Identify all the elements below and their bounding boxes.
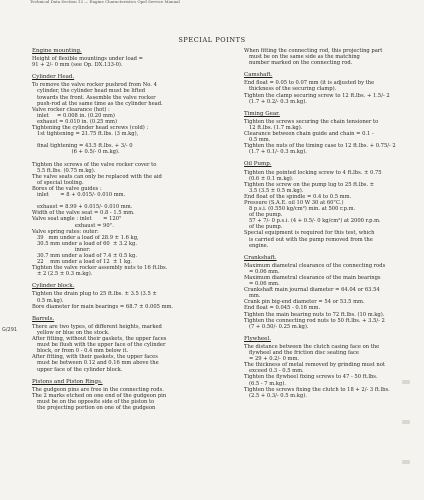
spec-line: 1st tightening = 21.75 ft.lbs. (3 m.kg), [32, 131, 139, 138]
spec-line: Maximum diametral clearance of the connecting rods [244, 262, 386, 269]
spec-line: Tightening the cylinder head screws (cold) : [32, 125, 149, 132]
spec-line: 3.5 (3.5 ± 0.5 m.kg). [244, 187, 304, 194]
spec-line: (7 + 0.50/- 0.25 m.kg). [244, 323, 309, 330]
spec-line: 12 ft.lbs. (1.7 m.kg). [244, 124, 303, 131]
spec-line: exceed 0.3 - 0.5 mm. [244, 368, 304, 375]
spec-line: Tighten the drain plug to 25 ft.lbs. ± 3.5 (3.5 ± [32, 291, 157, 298]
section-heading: Camshaft. [244, 72, 273, 79]
spec-line: the projecting portion on one of the gudgeon [32, 404, 156, 411]
spec-line: towards the front. Assemble the valve rocker [32, 94, 156, 101]
spec-line: Clearance between chain guide and chain = 0.1 - [244, 131, 374, 138]
spec-line: Pressure (S.A.E. oil 10 W 30 at 60°C.) [244, 199, 344, 206]
section-heading: Cylinder block. [32, 283, 75, 290]
spec-line: Tighten the main bearing nuts to 72 ft.lbs. (10 m.kg). [244, 311, 385, 318]
spec-line: must be on the opposite side of the piston to [32, 398, 155, 405]
spec-line: Tighten the pointed locking screw to 4 ft.lbs. ± 0.75 [244, 169, 382, 176]
spec-line: must be between 0.12 and 0.16 mm above the [32, 360, 159, 367]
section-heading: Oil Pump. [244, 161, 272, 168]
spec-line: Valve spring rates: outer: [32, 228, 99, 235]
spec-line: cylinder, the cylinder head must be lifted [32, 88, 146, 95]
spec-line: inlet = 0.008 in. (0.20 mm) [32, 112, 115, 119]
spec-line: The thickness of metal removed by grinding must not [244, 362, 385, 369]
spec-line: of the pump. [244, 224, 283, 231]
spec-line: The 2 marks etched on one end of the gudgeon pin [32, 392, 167, 399]
spec-line: Special equipment is required for this test, which [244, 230, 375, 237]
spec-line: Tighten the screws fixing the clutch to 18 + 2/- 3 ft.lbs. [244, 386, 390, 393]
spec-line: number marked on the connecting rod. [244, 60, 353, 67]
spec-line: inner: [32, 246, 91, 253]
spec-line: Tighten the connecting rod nuts to 50 ft.lbs. + 3.5/- 2 [244, 317, 385, 324]
spec-line: push-rod at the same time as the cylinder head. [32, 100, 163, 107]
spec-line: mm. [244, 293, 261, 300]
spec-line: Maximum diametral clearance of the main bearings [244, 275, 381, 281]
spec-line: When fitting the connecting rod, this projecting part [244, 48, 383, 54]
spec-line: After fitting, without their gaskets, the upper faces [32, 336, 167, 343]
spec-line: engine. [244, 242, 269, 249]
right-column [244, 48, 404, 399]
spec-line: (6.5 - 7 m.kg). [244, 380, 286, 387]
spec-line: exhaust = 90°. [32, 222, 114, 229]
binder-punch-marks [402, 380, 412, 500]
spec-line: Valve seat angle : inlet = 120° [32, 216, 122, 223]
spec-line: There are two types, of different heights, marked [32, 323, 162, 330]
section-heading: Pistons and Piston Rings. [32, 378, 103, 385]
spec-line: End float = 0.05 to 0.07 mm (it is adjusted by the [244, 80, 375, 87]
spec-line: After fitting, with their gaskets, the upper faces [32, 354, 158, 361]
spec-line: 91 + 2/- 0 mm (see Op. DX.133-0). [32, 62, 123, 69]
spec-line: (6 + 0.5/- 0 m.kg). [32, 149, 120, 156]
section-heading: Engine mounting. [32, 48, 82, 54]
spec-line: (1.7 + 0.1/- 0.3 m.kg). [244, 149, 307, 156]
spec-line: 5.5 ft.lbs. (0.75 m.kg). [32, 167, 96, 174]
spec-line: exhaust = 0.010 in. (0.25 mm) [32, 118, 117, 125]
spec-line: 8 p.s.i. (0.550 kg/cm²) min. at 500 r.p.m. [244, 206, 356, 213]
spec-line: Valve rocker clearance (hot) : [32, 106, 110, 113]
spec-line: exhaust = 8.99 + 0.015/- 0.010 mm. [32, 204, 133, 211]
spec-line: Tighten the nuts of the timing case to 12 ft.lbs. + 0.75/- 2 [244, 143, 396, 150]
spec-line: Tighten the screws securing the chain tensioner to [244, 118, 379, 125]
spec-line: block, or from 0 - 0.4 mm below it. [32, 348, 129, 355]
spec-line: (0.6 ± 0.1 m.kg). [244, 175, 294, 182]
spec-line: Tighten the valve rocker assembly nuts to 16 ft.lbs. [32, 265, 168, 272]
spec-line: yellow or blue on the stock. [32, 329, 110, 336]
section-heading: Timing Gear. [244, 110, 280, 117]
spec-line: End float = 0.045 - 0.16 mm. [244, 305, 321, 312]
spec-line: The valve seats can only be replaced with the aid [32, 173, 162, 180]
spec-line: of the pump. [244, 212, 283, 219]
section-heading: Crankshaft. [244, 254, 277, 261]
running-header: Technical Data Section 13 — Engine Characteristics Opel Service Manual [30, 0, 180, 4]
spec-line: Tighten the flywheel fixing screws to 47 - 50 ft.lbs. [244, 374, 378, 381]
spec-line: 0.5 mm. [244, 137, 271, 144]
spec-line: 39 mm under a load of 28.9 ± 1.6 kg, [32, 234, 139, 241]
margin-reference: G/291 [2, 327, 18, 333]
spec-line: To remove the valve rocker pushrod from No. 4 [32, 82, 157, 89]
spec-line: Crank pin big-end diameter = 54 or 53.5 mm. [244, 299, 365, 306]
spec-line: 30.7 mm under a load of 7.4 ± 0.5 kg. [32, 253, 138, 259]
spec-line: Tighten the clamp securing screw to 12 ft.lbs. + 1.5/- 2 [244, 92, 390, 99]
spec-line: (2.5 + 0.3/- 0.5 m.kg). [244, 392, 307, 399]
spec-line: = 0.06 mm. [244, 268, 280, 275]
spec-line: is carried out with the pump removed from the [244, 236, 373, 243]
spec-line: Tighten the screw on the pump lug to 25 ft.lbs. ± [244, 181, 375, 188]
spec-line: 22 mm under a load of 12 ± 1 kg. [32, 259, 133, 266]
spec-line: Height of flexible mountings under load = [32, 56, 143, 63]
spec-line: (1.7 + 0.2/- 0.3 m.kg). [244, 98, 307, 105]
spec-line: 0.5 m.kg). [32, 297, 64, 304]
spec-line: The gudgeon pins are free in the connecting rods. [32, 386, 164, 393]
spec-line: flywheel and the friction disc seating face [244, 350, 359, 357]
section-heading: Flywheel. [244, 335, 271, 342]
spec-line: Width of the valve seat = 0.8 - 1.5 mm. [32, 210, 135, 217]
section-heading: Barrels. [32, 315, 55, 322]
spec-line: Bores of the valve guides : [32, 185, 102, 192]
spec-line: = 0.06 mm. [244, 281, 280, 288]
spec-line: ± 2 (2.5 ± 0.3 m.kg). [32, 271, 93, 278]
spec-line: 30.5 mm under a load of 60 ± 3.2 kg. [32, 240, 138, 247]
spec-line: 57 + 7/- 0 p.s.i. (4 + 0.5/- 0 kg/cm²) at 2000 r.p.m. [244, 218, 381, 225]
spec-line: The distance between the clutch casing face on the [244, 343, 380, 350]
spec-line: of special tooling. [32, 179, 84, 186]
spec-line: Crankshaft main journal diameter = 64.04 or 63.54 [244, 287, 380, 294]
spec-line: must be on the same side as the matching [244, 54, 360, 61]
spec-line: = 29 + 0.2/- 0 mm. [244, 356, 300, 363]
left-column [32, 48, 237, 411]
page-title: SPECIAL POINTS [178, 36, 246, 44]
spec-line: Tighten the screws of the valve rocker cover to [32, 161, 157, 168]
spec-line: upper face of the cylinder block. [32, 366, 123, 373]
spec-line: final tightening = 43.5 ft.lbs. + 3/- 0 [32, 143, 133, 150]
spec-line: thickness of the securing clamp). [244, 86, 337, 93]
section-heading: Cylinder Head. [32, 74, 75, 81]
spec-line: End float of the spindle = 0.4 to 0.5 mm. [244, 193, 352, 200]
spec-line: must be flush with the upper face of the cylinder [32, 342, 166, 349]
spec-line: Bore diameter for main bearings = 68.7 ± 0.005 mm. [32, 303, 174, 310]
spec-line: inlet = 8 + 0.015/- 0.010 mm. [32, 192, 126, 199]
